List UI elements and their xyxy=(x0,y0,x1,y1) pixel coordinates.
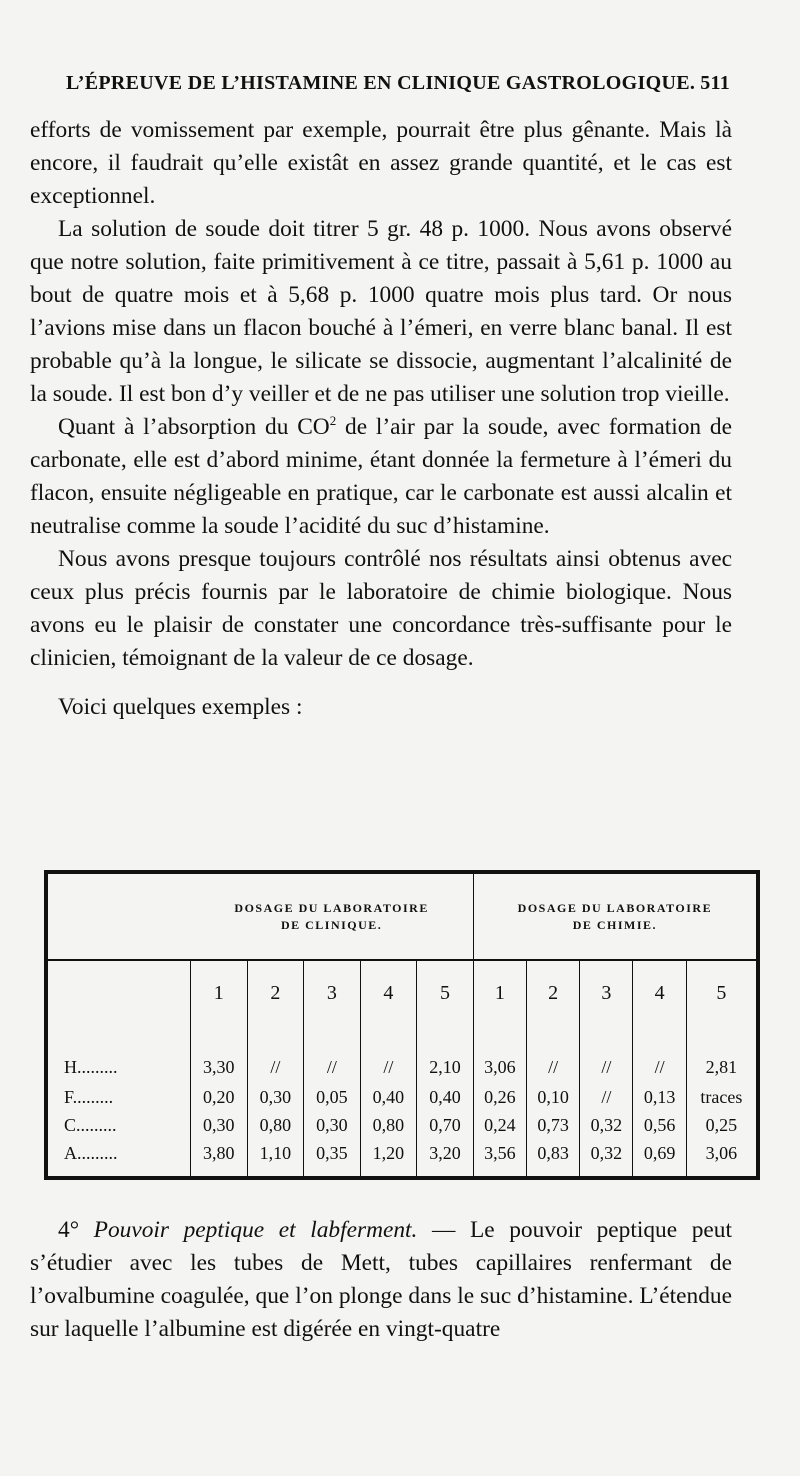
section-4 xyxy=(30,1214,732,1346)
table-cell: 0,26 xyxy=(473,1084,526,1112)
table-cell: 2,81 xyxy=(686,1026,756,1084)
group-2-line-1: DOSAGE DU LABORATOIRE xyxy=(517,900,713,915)
body-text xyxy=(30,114,732,724)
group-header-clinique xyxy=(191,874,474,960)
table-cell: 0,30 xyxy=(191,1111,248,1139)
table-cell: // xyxy=(360,1026,417,1084)
paragraph-4: Nous avons presque toujours contrôlé nos résultats ainsi obtenus avec ceux plus précis fournis par le laboratoire de chimie biologique. Nous avons eu le plaisir de constater une concordance très-suffisante pour le clinicien, témoignant de la valeur de ce dosage. xyxy=(30,546,732,671)
group-1-line-2: DE CLINIQUE. xyxy=(280,917,383,932)
table-cell: 0,80 xyxy=(360,1111,417,1139)
table-row xyxy=(48,1139,756,1176)
table-cell: 0,73 xyxy=(526,1111,579,1139)
group-header-chimie xyxy=(473,874,756,960)
column-header: 4 xyxy=(633,960,686,1026)
paragraph-3-start: Quant à l’absorption du CO xyxy=(58,414,330,440)
row-label: A......... xyxy=(64,1143,118,1164)
table-cell: 1,10 xyxy=(247,1139,304,1176)
column-header: 3 xyxy=(304,960,361,1026)
table-group-header xyxy=(48,874,756,960)
table-cell: traces xyxy=(686,1084,756,1112)
column-header: 4 xyxy=(360,960,417,1026)
table-cell: 0,70 xyxy=(417,1111,474,1139)
table-cell: 0,25 xyxy=(686,1111,756,1139)
paragraph-3 xyxy=(30,411,732,543)
row-label: F......... xyxy=(64,1087,114,1108)
table-cell: 0,30 xyxy=(247,1084,304,1112)
section-title: Pouvoir peptique et labferment. xyxy=(93,1217,418,1243)
table-cell: 0,32 xyxy=(580,1111,633,1139)
table-cell: 0,10 xyxy=(526,1084,579,1112)
column-header: 1 xyxy=(191,960,248,1026)
table-cell: 0,56 xyxy=(633,1111,686,1139)
table-corner xyxy=(48,874,191,960)
table-row xyxy=(48,1084,756,1112)
column-header: 5 xyxy=(417,960,474,1026)
table-cell: 0,24 xyxy=(473,1111,526,1139)
table-cell: 2,10 xyxy=(417,1026,474,1084)
table-cell: 3,80 xyxy=(191,1139,248,1176)
table-cell: 3,56 xyxy=(473,1139,526,1176)
paragraph-2: La solution de soude doit titrer 5 gr. 48 p. 1000. Nous avons observé que notre solution, faite primitivement à ce titre, passait à 5,61 p. 1000 au bout de quatre mois et à 5,68 p. 1000 quatre mois plus tard. Or nous l’avions mise dans un flacon bouché à l’émeri, en verre blanc banal. Il est probable qu’à la longue, le silicate se dissocie, augmentant l’alcalinité de la soude. Il est bon d’y veiller et de ne pas utiliser une solution trop vieille. xyxy=(30,216,732,407)
table-cell: 0,83 xyxy=(526,1139,579,1176)
table-row xyxy=(48,1026,756,1084)
section-4-paragraph xyxy=(30,1214,732,1346)
running-title: L’ÉPREUVE DE L’HISTAMINE EN CLINIQUE GASTROLOGIQUE. xyxy=(66,72,696,94)
row-label: H......... xyxy=(64,1057,118,1078)
table-cell: 3,06 xyxy=(473,1026,526,1084)
table-cell: 0,35 xyxy=(304,1139,361,1176)
table-cell: 0,40 xyxy=(417,1084,474,1112)
table-cell: // xyxy=(247,1026,304,1084)
table-cell: 0,13 xyxy=(633,1084,686,1112)
paragraph-3-end: de l’air par la soude, avec formation de carbonate, elle est d’abord minime, étant donnée la fermeture à l’émeri du flacon, ensuite négligeable en pratique, car le carbonate est aussi alcalin et neutralise comme la soude l’acidité du suc d’histamine. xyxy=(30,414,733,539)
table-cell: 0,30 xyxy=(304,1111,361,1139)
table-cell: 0,80 xyxy=(247,1111,304,1139)
table-cell: // xyxy=(580,1084,633,1112)
superscript-2: 2 xyxy=(329,413,337,429)
table-row xyxy=(48,1111,756,1139)
paragraph-examples: Voici quelques exemples : xyxy=(58,694,303,720)
group-2-line-2: DE CHIMIE. xyxy=(572,917,658,932)
page-number: 511 xyxy=(700,72,730,94)
table-cell: // xyxy=(580,1026,633,1084)
table-cell: 0,69 xyxy=(633,1139,686,1176)
table-cell: 0,20 xyxy=(191,1084,248,1112)
column-header: 2 xyxy=(247,960,304,1026)
running-header xyxy=(66,72,730,95)
section-number: 4° xyxy=(58,1217,80,1243)
table-cell: 3,20 xyxy=(417,1139,474,1176)
table-cell: 3,30 xyxy=(191,1026,248,1084)
row-label: C......... xyxy=(64,1114,117,1135)
paragraph-1: efforts de vomissement par exemple, pourrait être plus gênante. Mais là encore, il faudrait qu’elle existât en assez grande quantité, et le cas est exceptionnel. xyxy=(30,117,732,209)
column-number-row xyxy=(48,960,756,1026)
table-cell: 0,40 xyxy=(360,1084,417,1112)
table-cell: // xyxy=(633,1026,686,1084)
table-cell: 1,20 xyxy=(360,1139,417,1176)
table-cell: // xyxy=(526,1026,579,1084)
table-cell: 0,05 xyxy=(304,1084,361,1112)
table-cell: 0,32 xyxy=(580,1139,633,1176)
table-cell: // xyxy=(304,1026,361,1084)
column-header: 3 xyxy=(580,960,633,1026)
group-1-line-1: DOSAGE DU LABORATOIRE xyxy=(234,900,429,915)
column-label-empty xyxy=(48,960,191,1026)
table-cell: 3,06 xyxy=(686,1139,756,1176)
column-header: 2 xyxy=(526,960,579,1026)
column-header: 5 xyxy=(686,960,756,1026)
results-table xyxy=(44,870,760,1180)
section-text: — Le pouvoir peptique peut s’étudier avec les tubes de Mett, tubes capillaires renfermant de l’ovalbumine coagulée, que l’on plonge dans le suc d’histamine. L’étendue sur laquelle l’albumine est digérée en vingt-quatre xyxy=(30,1217,732,1342)
column-header: 1 xyxy=(473,960,526,1026)
